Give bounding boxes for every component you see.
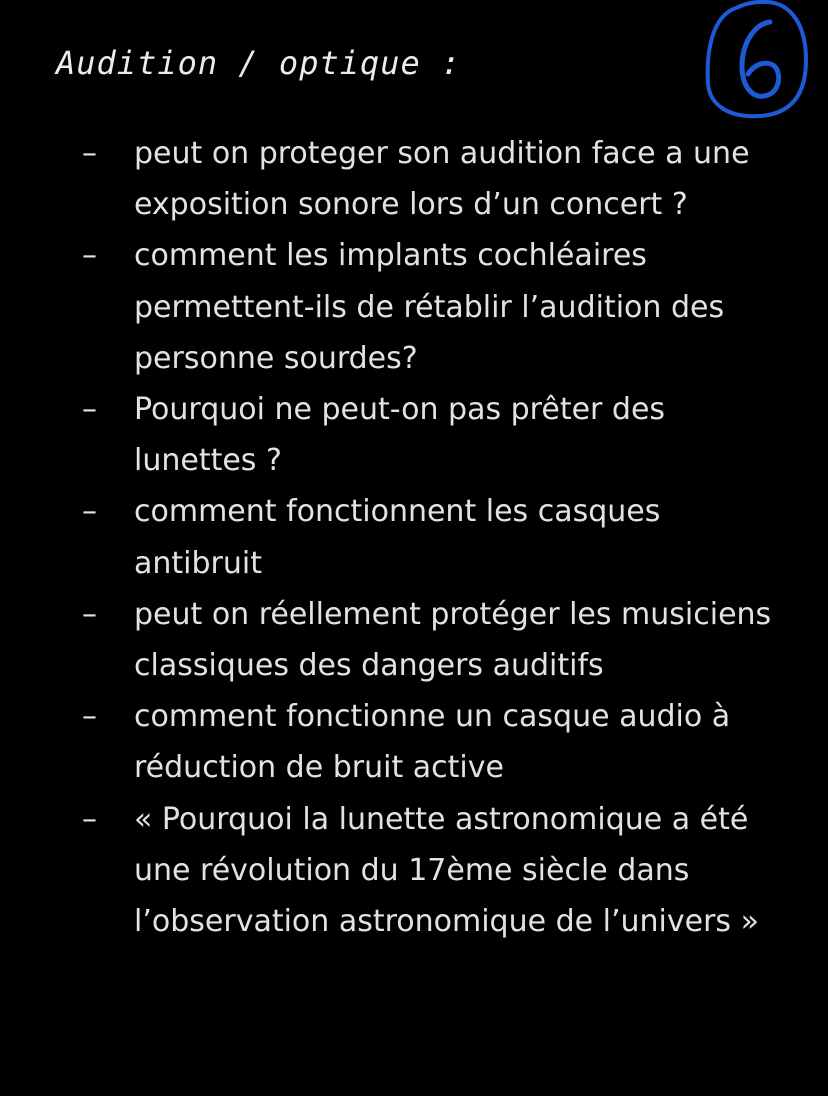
page-title: Audition / optique : bbox=[56, 44, 462, 82]
list-item-text: comment fonctionnent les casques antibruit bbox=[134, 494, 661, 581]
handwritten-number-badge bbox=[702, 0, 810, 122]
bullet-dash: – bbox=[82, 494, 97, 530]
list-item bbox=[0, 794, 828, 948]
list-item-text: comment fonctionne un casque audio à réduction de bruit active bbox=[134, 699, 731, 786]
bullet-dash: – bbox=[82, 596, 97, 632]
bullet-dash: – bbox=[82, 238, 97, 274]
bullet-dash: – bbox=[82, 136, 97, 171]
list-item bbox=[0, 589, 828, 691]
list-item bbox=[0, 230, 828, 384]
bullet-dash: – bbox=[82, 801, 97, 837]
questions-list bbox=[0, 128, 828, 947]
list-item-text: comment les implants cochléaires permettent-ils de rétablir l’audition des personne sourdes? bbox=[134, 238, 725, 376]
list-item-text: peut on proteger son audition face a une exposition sonore lors d’un concert ? bbox=[134, 136, 750, 223]
list-item bbox=[0, 384, 828, 486]
list-item bbox=[0, 691, 828, 793]
list-item bbox=[0, 128, 828, 230]
bullet-dash: – bbox=[82, 392, 97, 428]
list-item bbox=[0, 486, 828, 588]
list-item-text: peut on réellement protéger les musiciens classiques des dangers auditifs bbox=[134, 596, 772, 684]
list-item-text: Pourquoi ne peut-on pas prêter des lunettes ? bbox=[134, 392, 666, 479]
list-item-text: « Pourquoi la lunette astronomique a été une révolution du 17ème siècle dans l’observation astronomique de l’univers » bbox=[134, 801, 759, 940]
bullet-dash: – bbox=[82, 699, 97, 735]
